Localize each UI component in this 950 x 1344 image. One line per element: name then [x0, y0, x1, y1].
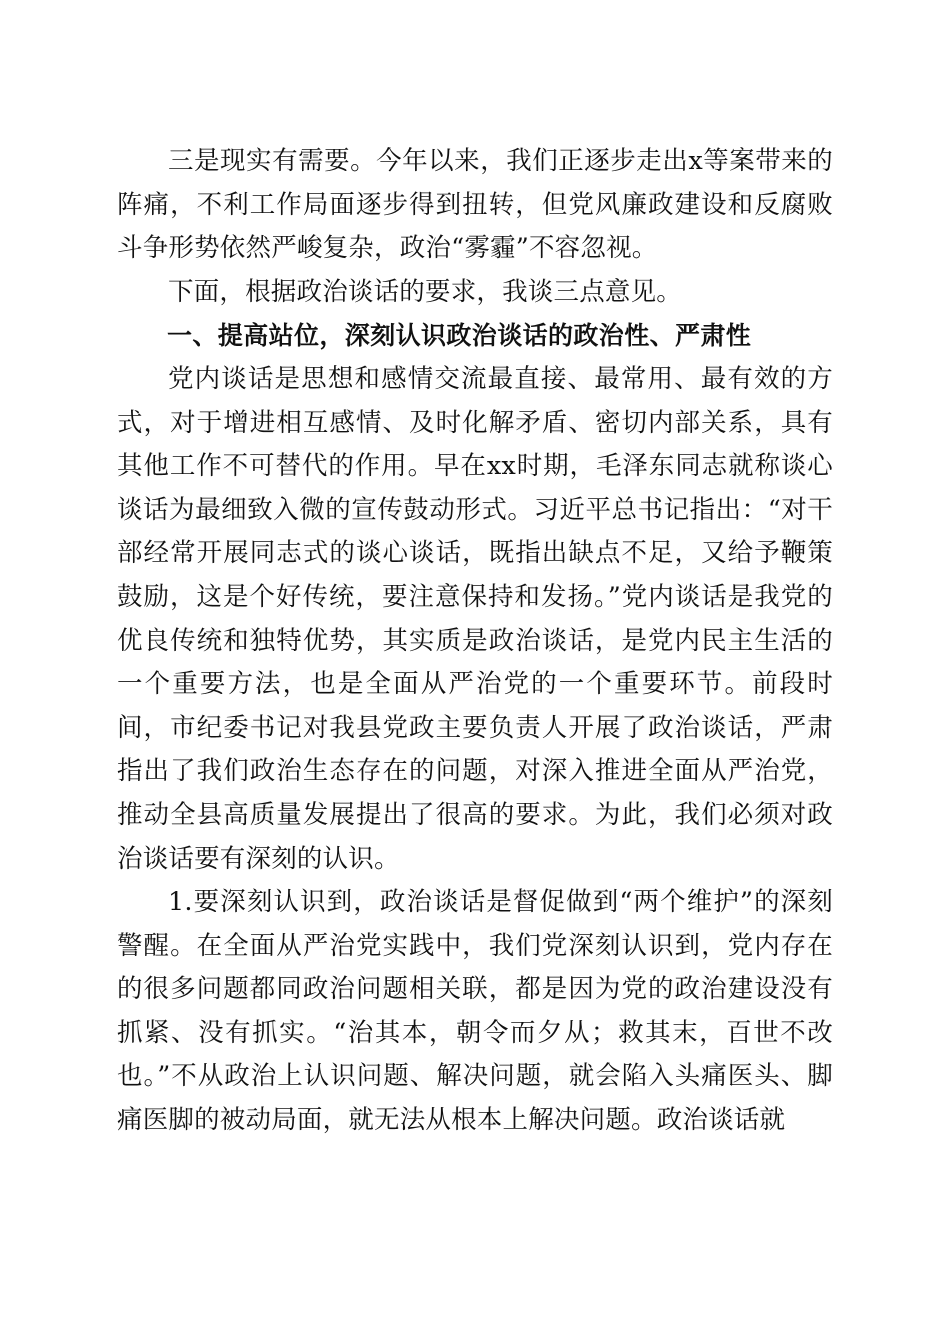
paragraph-intro-three-points: 下面，根据政治谈话的要求，我谈三点意见。 [168, 276, 683, 307]
paragraph-party-talks: 党内谈话是思想和感情交流最直接、最常用、最有效的方式，对于增进相互感情、及时化解矛盾、密切内部关系，具有其他工作不可替代的作用。早在xx时期，毛泽东同志就称谈心谈话为最细致入微的宣传鼓动形式。习近平总书记指出：“对干部经常开展同志式的谈心谈话，既指出缺点不足，又给予鞭策鼓励，这是个好传统，要注意保持和发扬。”党内谈话是我党的优良传统和独特优势，其实质是政治谈话，是党内民主生活的一个重要方法，也是全面从严治党的一个重要环节。前段时间，市纪委书记对我县党政主要负责人开展了政治谈话，严肃指出了我们政治生态存在的问题，对深入推进全面从严治党，推动全县高质量发展提出了很高的要求。为此，我们必须对政治谈话要有深刻的认识。 [117, 363, 833, 874]
paragraph-practical-need: 三是现实有需要。今年以来，我们正逐步走出x等案带来的阵痛，不利工作局面逐步得到扭转，但党风廉政建设和反腐败斗争形势依然严峻复杂，政治“雾霾”不容忽视。 [117, 146, 833, 264]
document-body [117, 140, 833, 1143]
section-heading-1: 一、提高站位，深刻认识政治谈话的政治性、严肃性 [167, 321, 752, 351]
paragraph-point-1: 1.要深刻认识到，政治谈话是督促做到“两个维护”的深刻警醒。在全面从严治党实践中，我们党深刻认识到，党内存在的很多问题都同政治问题相关联，都是因为党的政治建设没有抓紧、没有抓实。“治其本，朝令而夕从；救其末，百世不改也。”不从政治上认识问题、解决问题，就会陷入头痛医头、脚痛医脚的被动局面，就无法从根本上解决问题。政治谈话就 [117, 887, 833, 1136]
